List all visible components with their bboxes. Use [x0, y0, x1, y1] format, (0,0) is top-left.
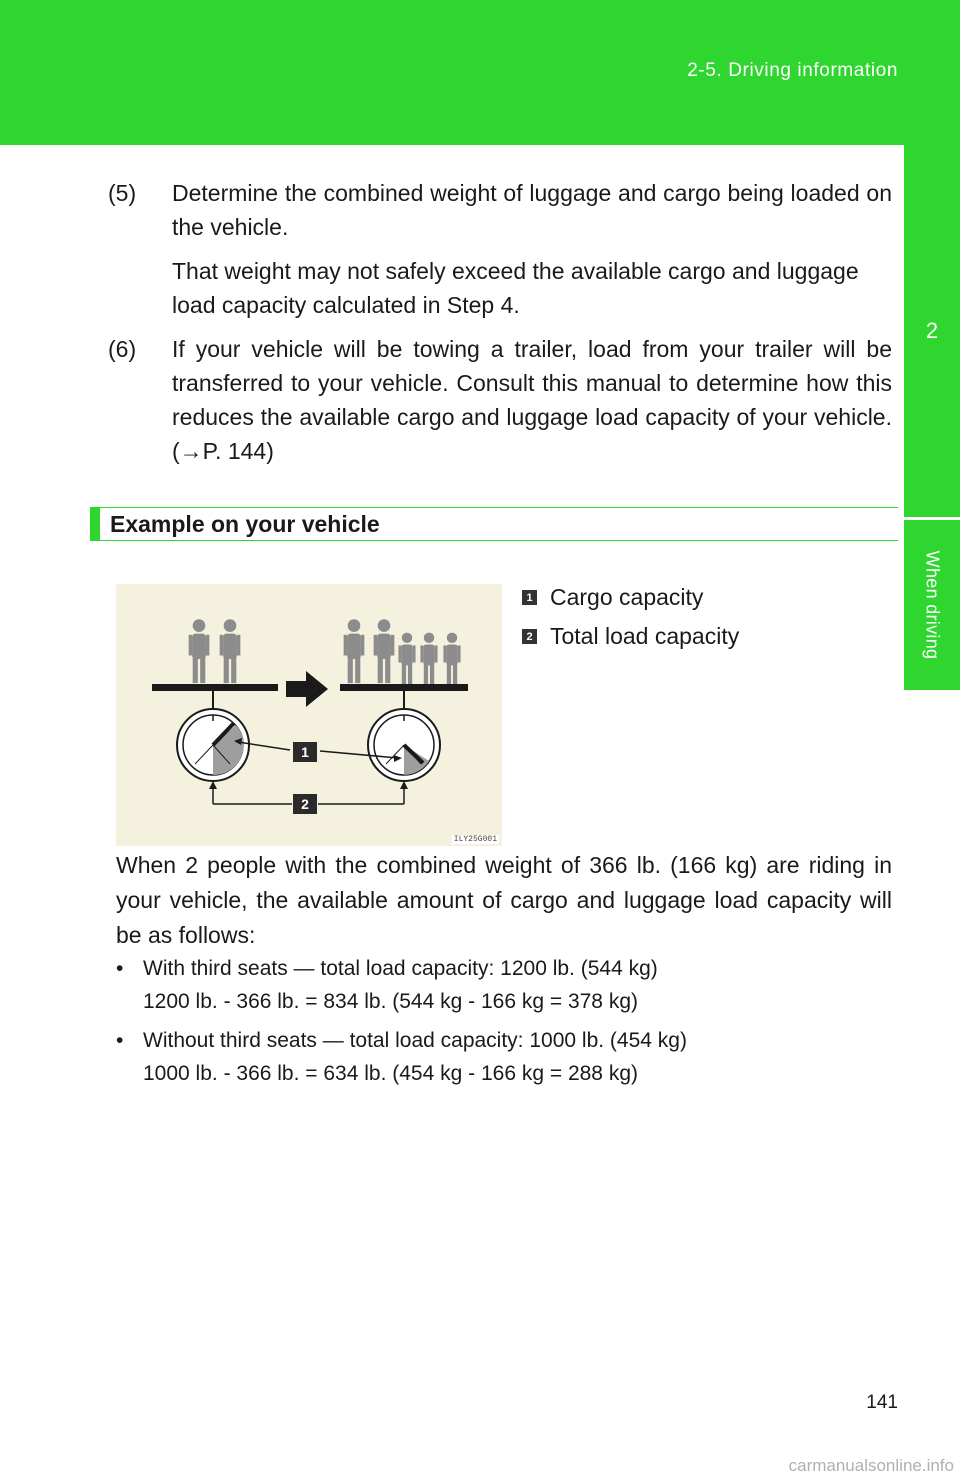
page-number: 141 — [866, 1392, 898, 1413]
child-figure — [420, 633, 437, 686]
illustration-svg — [116, 584, 502, 846]
adult-figure — [189, 619, 210, 683]
child-figure — [443, 633, 460, 686]
watermark: carmanualsonline.info — [788, 1456, 954, 1475]
load-capacity-illustration — [116, 584, 502, 846]
chapter-tab-label: When driving — [922, 550, 943, 660]
bullet-calculation: 1000 lb. - 366 lb. = 634 lb. (454 kg - 166 kg = 288 kg) — [143, 1062, 638, 1085]
section-title: 2-5. Driving information — [687, 60, 898, 81]
figure-code: ILY25G001 — [453, 835, 497, 844]
header-band — [0, 0, 960, 145]
adult-figure — [344, 619, 365, 683]
left-gauge — [177, 709, 249, 781]
step-text: Determine the combined weight of luggage and cargo being loaded on the vehicle. — [172, 180, 892, 240]
example-description: When 2 people with the combined weight of 366 lb. (166 kg) are riding in your vehicle, the available amount of cargo and luggage load capacity will be as follows: — [116, 852, 892, 948]
figure-legend — [522, 578, 739, 656]
steps-section — [108, 176, 892, 468]
bullet-icon: • — [116, 1029, 124, 1052]
list-item — [116, 1024, 896, 1090]
legend-label: Cargo capacity — [550, 584, 704, 610]
callout-2: 2 — [301, 796, 309, 812]
bullet-calculation: 1200 lb. - 366 lb. = 834 lb. (544 kg - 166 kg = 378 kg) — [143, 990, 638, 1013]
left-platform — [152, 684, 278, 691]
step-note: That weight may not safely exceed the available cargo and luggage load capacity calculated in Step 4. — [172, 258, 859, 318]
legend-item-cargo-capacity — [522, 578, 739, 617]
step-5 — [108, 176, 892, 244]
legend-item-total-load-capacity — [522, 617, 739, 656]
legend-badge: 2 — [522, 629, 537, 644]
bullet-line: Without third seats — total load capacity: 1000 lb. (454 kg) — [143, 1029, 687, 1052]
step-6 — [108, 332, 892, 468]
step-text: If your vehicle will be towing a trailer, load from your trailer will be transferred to your vehicle. Consult this manual to determine how this reduces the available cargo and luggage load capacity of your vehicle. (→P. 144) — [172, 336, 892, 464]
arrow-icon — [286, 671, 328, 707]
right-gauge — [368, 709, 440, 781]
right-platform — [340, 684, 468, 691]
bullet-icon: • — [116, 957, 124, 980]
example-heading: Example on your vehicle — [110, 511, 380, 537]
adult-figure — [374, 619, 395, 683]
step-number: (5) — [108, 180, 137, 206]
calculation-list — [116, 952, 896, 1096]
list-item — [116, 952, 896, 1018]
legend-label: Total load capacity — [550, 623, 740, 649]
chapter-tab-number: 2 — [904, 145, 960, 517]
adult-figure — [220, 619, 241, 683]
legend-badge: 1 — [522, 590, 537, 605]
step-number: (6) — [108, 336, 137, 362]
example-heading-bar — [90, 507, 898, 541]
bullet-line: With third seats — total load capacity: 1200 lb. (544 kg) — [143, 957, 658, 980]
callout-1: 1 — [301, 744, 309, 760]
child-figure — [398, 633, 415, 686]
